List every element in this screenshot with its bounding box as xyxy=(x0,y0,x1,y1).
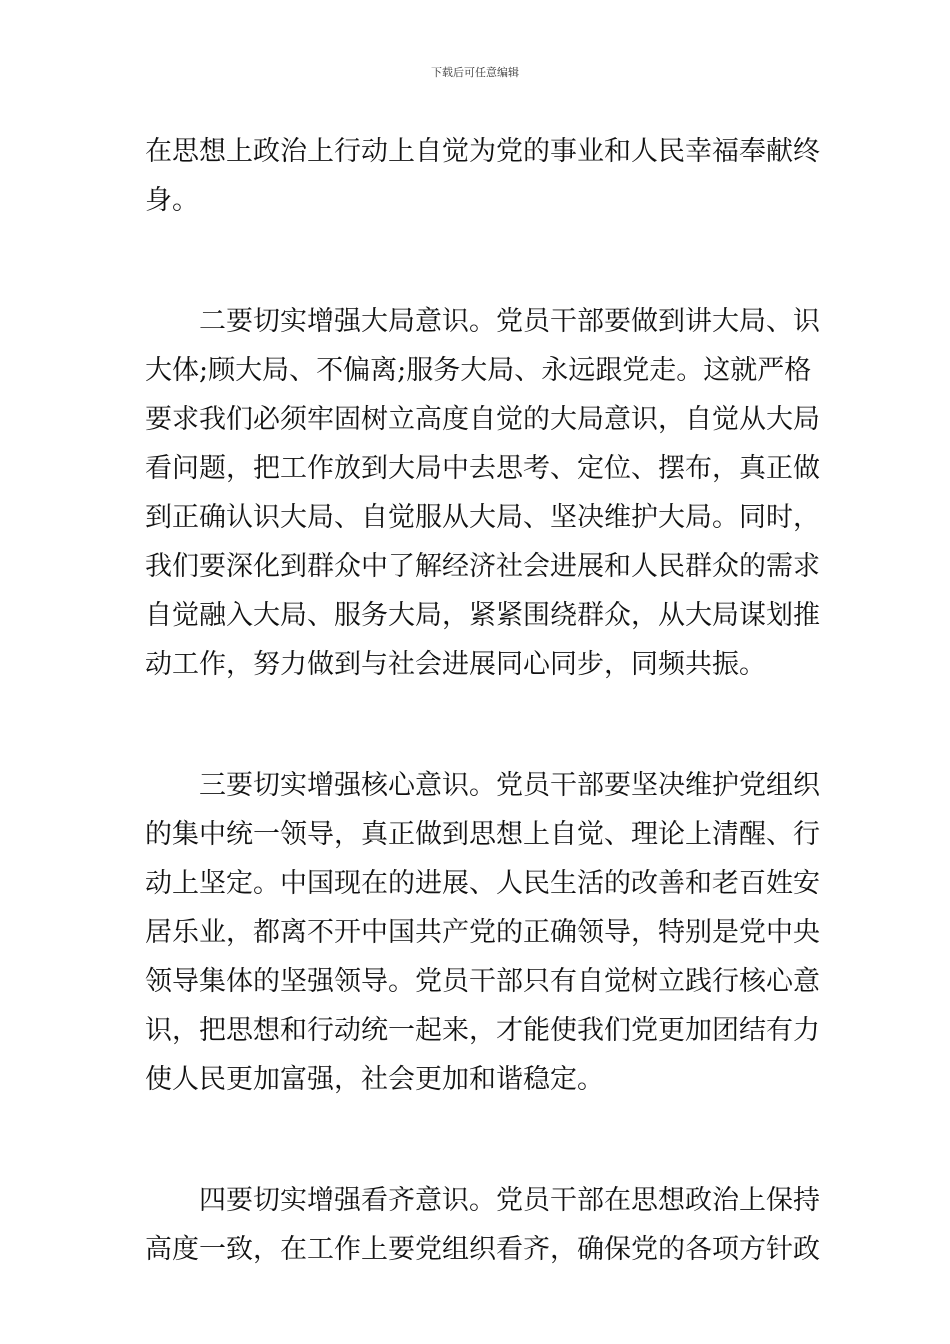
text-line: 我们要深化到群众中了解经济社会进展和人民群众的需求 xyxy=(145,551,820,582)
text-line: 要求我们必须牢固树立高度自觉的大局意识，自觉从大局 xyxy=(145,404,820,435)
text-line: 到正确认识大局、自觉服从大局、坚决维护大局。同时， xyxy=(145,502,820,533)
text-line: 居乐业，都离不开中国共产党的正确领导，特别是党中央 xyxy=(145,917,820,948)
text-line: 看问题，把工作放到大局中去思考、定位、摆布，真正做 xyxy=(145,453,820,484)
text-line: 大体;顾大局、不偏离;服务大局、永远跟党走。这就严格 xyxy=(145,355,812,386)
text-line: 在思想上政治上行动上自觉为党的事业和人民幸福奉献终 xyxy=(145,136,820,167)
paragraph-spacing xyxy=(145,225,809,297)
text-line: 三要切实增强核心意识。党员干部要坚决维护党组织 xyxy=(199,770,820,801)
paragraph-core-awareness xyxy=(145,761,820,1104)
paragraph-alignment-awareness xyxy=(145,1176,820,1274)
paragraph-spacing xyxy=(145,689,809,761)
text-line: 使人民更加富强，社会更加和谐稳定。 xyxy=(145,1064,604,1095)
text-line: 的集中统一领导，真正做到思想上自觉、理论上清醒、行 xyxy=(145,819,820,850)
text-line: 领导集体的坚强领导。党员干部只有自觉树立践行核心意 xyxy=(145,966,820,997)
page-header: 下载后可任意编辑 xyxy=(431,66,519,79)
text-line: 动工作，努力做到与社会进展同心同步，同频共振。 xyxy=(145,649,766,680)
text-line: 身。 xyxy=(145,185,199,216)
text-line: 二要切实增强大局意识。党员干部要做到讲大局、识 xyxy=(199,306,820,337)
text-line: 识，把思想和行动统一起来，才能使我们党更加团结有力 xyxy=(145,1015,820,1046)
paragraph-overall-awareness xyxy=(145,297,820,689)
text-line: 四要切实增强看齐意识。党员干部在思想政治上保持 xyxy=(199,1185,820,1216)
paragraph-spacing xyxy=(145,1104,809,1176)
text-line: 高度一致，在工作上要党组织看齐，确保党的各项方针政 xyxy=(145,1234,820,1265)
text-line: 自觉融入大局、服务大局，紧紧围绕群众，从大局谋划推 xyxy=(145,600,820,631)
paragraph-continuation xyxy=(145,127,820,225)
document-body xyxy=(145,127,820,1274)
text-line: 动上坚定。中国现在的进展、人民生活的改善和老百姓安 xyxy=(145,868,820,899)
